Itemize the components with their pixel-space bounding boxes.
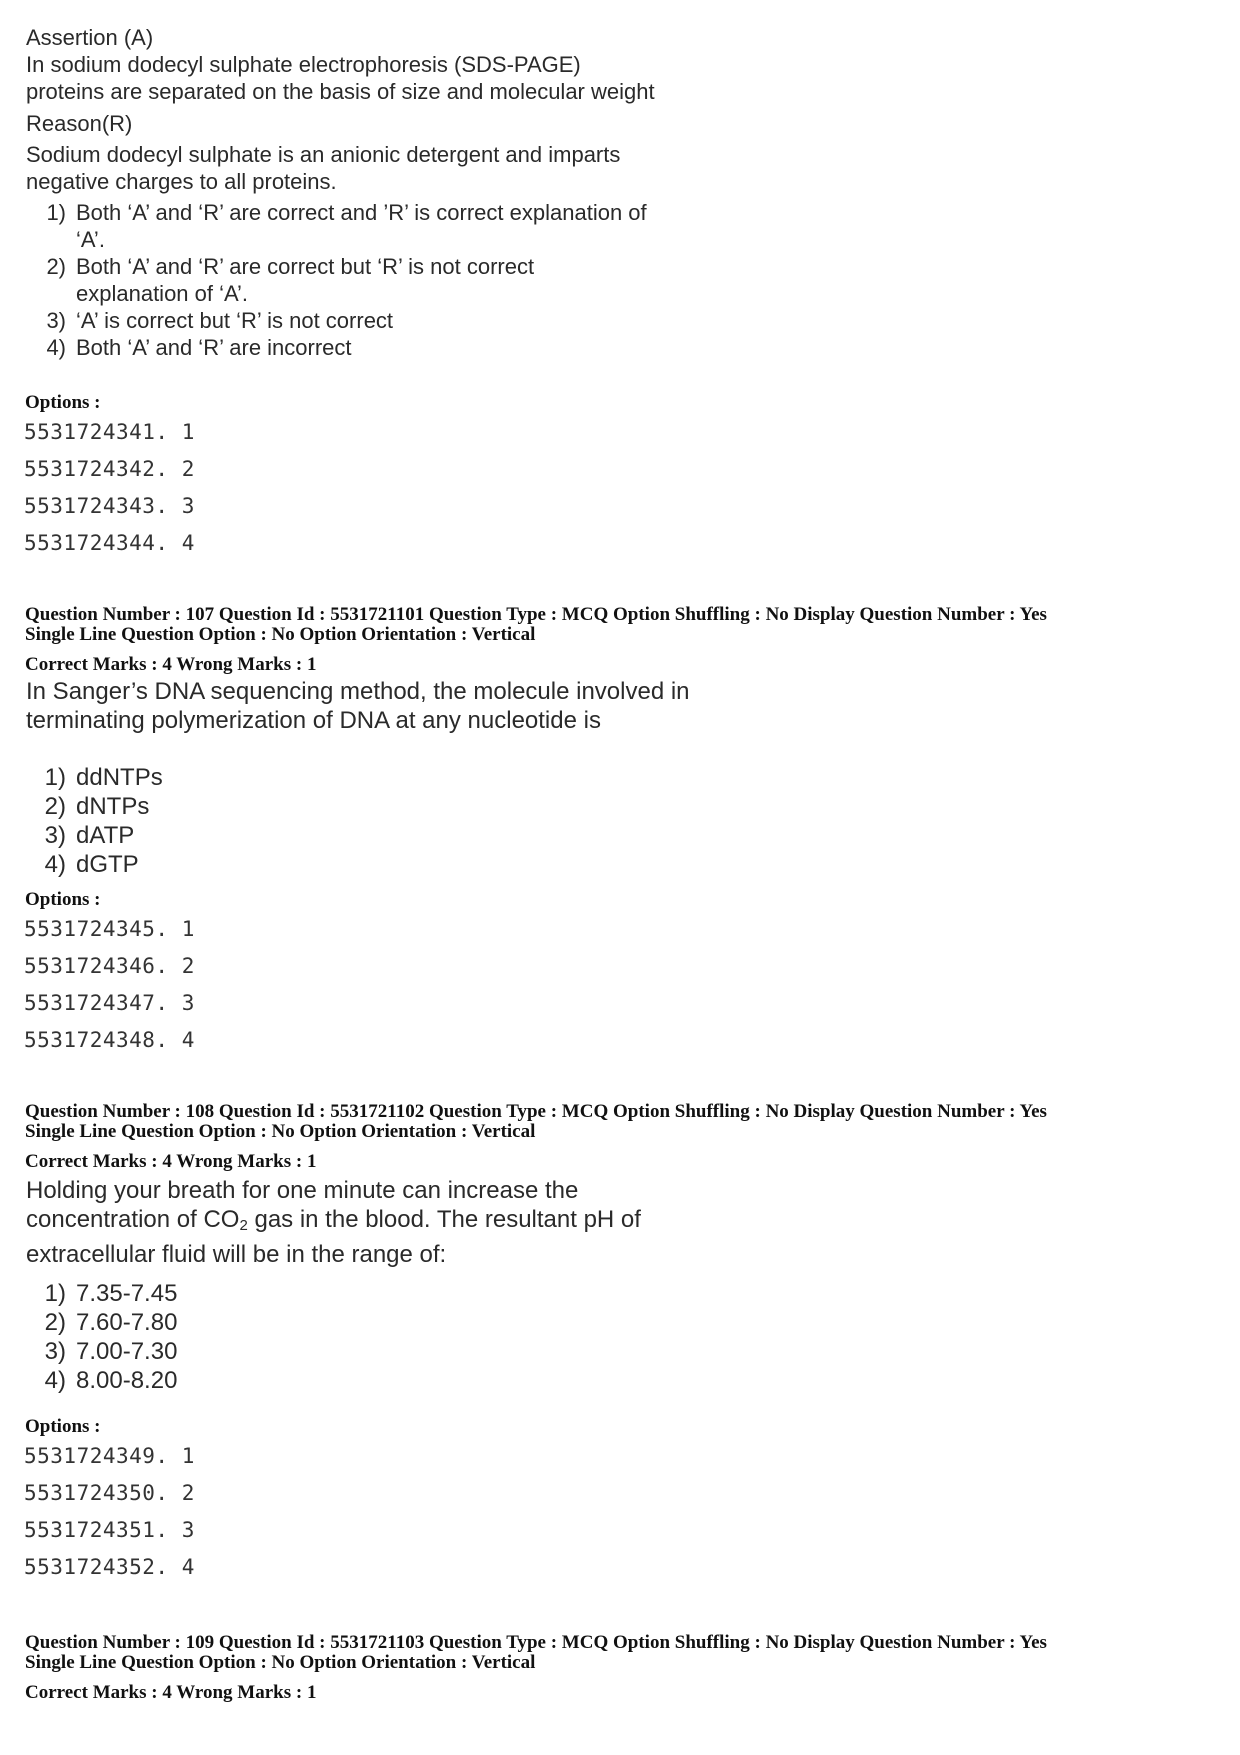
option-id: 5531724346. 2: [24, 954, 195, 978]
option-id: 5531724352. 4: [24, 1555, 195, 1579]
q107-meta-line: Single Line Question Option : No Option Orientation : Vertical: [25, 624, 536, 645]
assertion-text-line: In sodium dodecyl sulphate electrophoresis (SDS-PAGE): [26, 52, 581, 77]
assertion-text-line: proteins are separated on the basis of size and molecular weight: [26, 79, 655, 104]
q108-question-image: [26, 1176, 641, 1395]
options-label: Options :: [25, 1416, 101, 1437]
option-id: 5531724341. 1: [24, 420, 195, 444]
option-id: 5531724350. 2: [24, 1481, 195, 1505]
reason-text-line: Sodium dodecyl sulphate is an anionic detergent and imparts: [26, 142, 621, 167]
q108-meta-line: Question Number : 108 Question Id : 5531721102 Question Type : MCQ Option Shuffling : No Display Question Number : Yes: [25, 1101, 1047, 1122]
answer-choice: 2) Both ‘A’ and ‘R’ are correct but ‘R’ is not correct: [46, 254, 535, 279]
answer-choice: 1) 7.35-7.45: [44, 1280, 178, 1307]
answer-choice: 1) ddNTPs: [44, 764, 163, 791]
option-id-list: [24, 1438, 195, 1586]
answer-choice: 2) 7.60-7.80: [44, 1309, 178, 1336]
answer-choice-list: [26, 763, 690, 879]
answer-choice-continuation: ‘A’.: [76, 227, 105, 252]
question-text-line: concentration of $CO_2$ gas in the blood. The resultant pH of: [26, 1206, 641, 1234]
answer-choice: 4) dGTP: [44, 851, 139, 878]
q108-marks: Correct Marks : 4 Wrong Marks : 1: [25, 1151, 317, 1172]
option-id-list: [24, 911, 195, 1059]
question-text-line: terminating polymerization of DNA at any nucleotide is: [26, 707, 601, 734]
q107-marks: Correct Marks : 4 Wrong Marks : 1: [25, 654, 317, 675]
q106-question-image: [26, 24, 655, 361]
assertion-heading: Assertion (A): [26, 25, 154, 50]
options-label: Options :: [25, 889, 101, 910]
option-id: 5531724342. 2: [24, 457, 195, 481]
answer-choice: 4) Both ‘A’ and ‘R’ are incorrect: [46, 335, 352, 360]
question-text-line: Holding your breath for one minute can increase the: [26, 1177, 579, 1204]
q109-meta-line: Question Number : 109 Question Id : 5531721103 Question Type : MCQ Option Shuffling : No Display Question Number : Yes: [25, 1632, 1047, 1653]
answer-choice: 3) 7.00-7.30: [44, 1338, 178, 1365]
option-id: 5531724345. 1: [24, 917, 195, 941]
option-id-list: [24, 414, 195, 562]
option-id: 5531724348. 4: [24, 1028, 195, 1052]
q107-meta-line: Question Number : 107 Question Id : 5531721101 Question Type : MCQ Option Shuffling : No Display Question Number : Yes: [25, 604, 1047, 625]
question-text-line: In Sanger’s DNA sequencing method, the molecule involved in: [26, 678, 690, 705]
answer-choice: 3) ‘A’ is correct but ‘R’ is not correct: [46, 308, 394, 333]
option-id: 5531724349. 1: [24, 1444, 195, 1468]
answer-choice: 1) Both ‘A’ and ‘R’ are correct and ’R’ is correct explanation of: [46, 200, 647, 225]
option-id: 5531724351. 3: [24, 1518, 195, 1542]
answer-choice: 2) dNTPs: [44, 793, 150, 820]
q107-question-image: [26, 677, 690, 879]
answer-choice-continuation: explanation of ‘A’.: [76, 281, 249, 306]
answer-choice: 4) 8.00-8.20: [44, 1367, 178, 1394]
options-label: Options :: [25, 392, 101, 413]
option-id: 5531724343. 3: [24, 494, 195, 518]
answer-choice-list: [26, 1279, 641, 1395]
answer-choice-list: [26, 199, 655, 361]
q109-meta-line: Single Line Question Option : No Option Orientation : Vertical: [25, 1652, 536, 1673]
question-text-line: extracellular fluid will be in the range of:: [26, 1241, 447, 1268]
reason-text-line: negative charges to all proteins.: [26, 169, 337, 194]
option-id: 5531724347. 3: [24, 991, 195, 1015]
option-id: 5531724344. 4: [24, 531, 195, 555]
reason-heading: Reason(R): [26, 111, 133, 136]
answer-choice: 3) dATP: [44, 822, 135, 849]
q109-marks: Correct Marks : 4 Wrong Marks : 1: [25, 1682, 317, 1703]
q108-meta-line: Single Line Question Option : No Option Orientation : Vertical: [25, 1121, 536, 1142]
